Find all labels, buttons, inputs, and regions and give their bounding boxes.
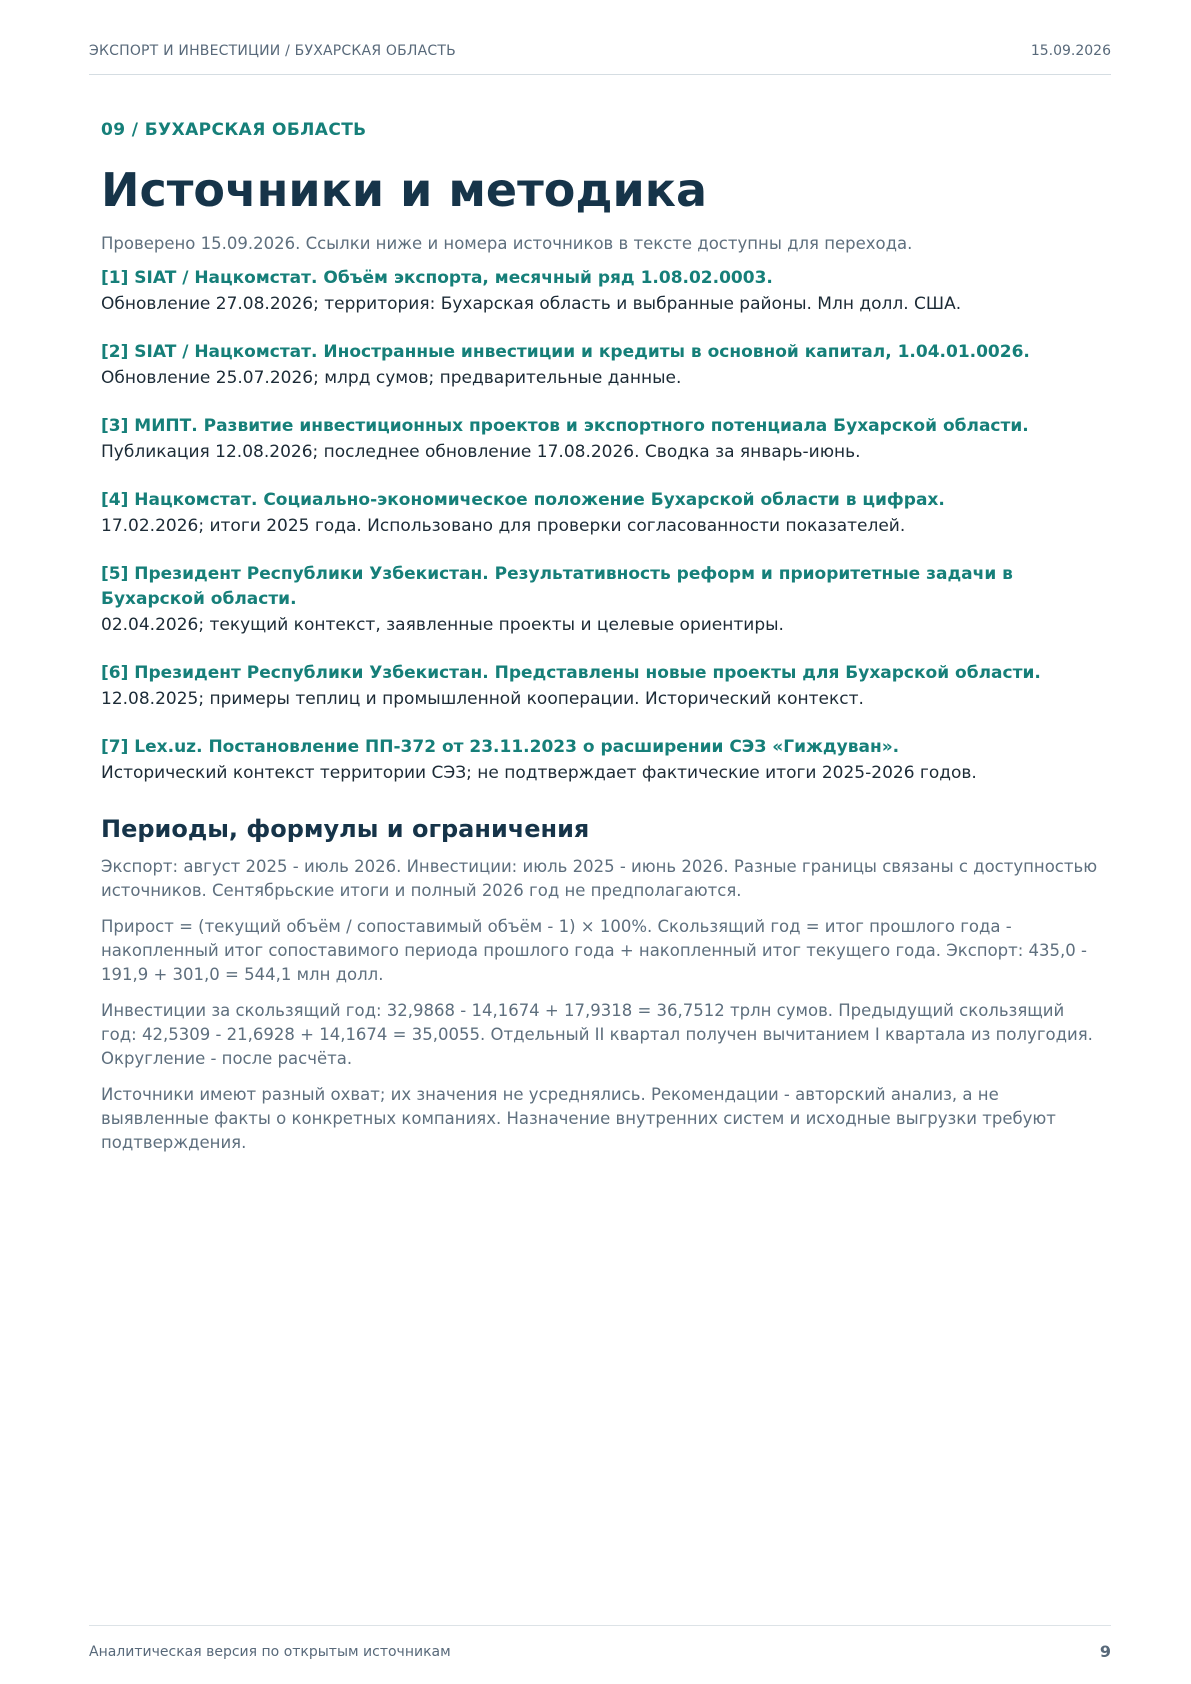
page-footer (89, 1625, 1111, 1666)
header-date: 15.09.2026 (1030, 43, 1111, 59)
reference-link[interactable]: [2] SIAT / Нацкомстат. Иностранные инвестиции и кредиты в основной капитал, 1.04.01.0026. (101, 342, 1030, 362)
reference-description: Исторический контекст территории СЭЗ; не подтверждает фактические итоги 2025-2026 годов. (101, 763, 977, 783)
methods-paragraph: Инвестиции за скользящий год: 32,9868 - 14,1674 + 17,9318 = 36,7512 трлн сумов. Предыдущий скользящий год: 42,5309 - 21,6928 + 14,1674 = 35,0055. Отдельный II квартал получен вычитанием I квартала из полугодия. Округление - после расчёта. (101, 1001, 1093, 1068)
reference-description: Обновление 25.07.2026; млрд сумов; предварительные данные. (101, 368, 682, 388)
reference-link[interactable]: [3] МИПТ. Развитие инвестиционных проектов и экспортного потенциала Бухарской области. (101, 416, 1029, 436)
reference-item (101, 414, 1101, 466)
reference-item (101, 661, 1101, 713)
reference-item (101, 562, 1101, 639)
methods-heading: Периоды, формулы и ограничения (101, 815, 590, 843)
reference-description: Публикация 12.08.2026; последнее обновление 17.08.2026. Сводка за январь-июнь. (101, 442, 861, 462)
reference-link[interactable]: [5] Президент Республики Узбекистан. Результативность реформ и приоритетные задачи в Бухарской области. (101, 564, 1013, 609)
checked-note: Проверено 15.09.2026. Ссылки ниже и номера источников в тексте доступны для перехода. (101, 234, 913, 253)
reference-item (101, 340, 1101, 392)
section-tag: 09 / БУХАРСКАЯ ОБЛАСТЬ (101, 120, 367, 140)
reference-link[interactable]: [6] Президент Республики Узбекистан. Представлены новые проекты для Бухарской области. (101, 663, 1041, 683)
methods-paragraph: Источники имеют разный охват; их значения не усреднялись. Рекомендации - авторский анализ, а не выявленные факты о конкретных компаниях. Назначение внутренних систем и исходные выгрузки требуют подтверждения. (101, 1085, 1056, 1152)
page-header (89, 43, 1111, 75)
reference-item (101, 488, 1101, 540)
footer-note: Аналитическая версия по открытым источникам (89, 1644, 451, 1660)
main-content (101, 120, 1101, 1155)
reference-link[interactable]: [1] SIAT / Нацкомстат. Объём экспорта, месячный ряд 1.08.02.0003. (101, 268, 773, 288)
page-number: 9 (1099, 1642, 1111, 1661)
reference-description: 02.04.2026; текущий контекст, заявленные проекты и целевые ориентиры. (101, 615, 784, 635)
reference-link[interactable]: [7] Lex.uz. Постановление ПП-372 от 23.11.2023 о расширении СЭЗ «Гиждуван». (101, 737, 900, 757)
reference-description: 17.02.2026; итоги 2025 года. Использовано для проверки согласованности показателей. (101, 516, 906, 536)
reference-item (101, 266, 1101, 318)
page-title: Источники и методика (101, 163, 708, 217)
reference-description: 12.08.2025; примеры теплиц и промышленной кооперации. Исторический контекст. (101, 689, 864, 709)
reference-item (101, 735, 1101, 787)
reference-link[interactable]: [4] Нацкомстат. Социально-экономическое положение Бухарской области в цифрах. (101, 490, 945, 510)
reference-description: Обновление 27.08.2026; территория: Бухарская область и выбранные районы. Млн долл. США. (101, 294, 962, 314)
references-list (101, 266, 1101, 787)
methods-paragraph: Экспорт: август 2025 - июль 2026. Инвестиции: июль 2025 - июнь 2026. Разные границы связаны с доступностью источников. Сентябрьские итоги и полный 2026 год не предполагаются. (101, 857, 1098, 900)
header-breadcrumb: ЭКСПОРТ И ИНВЕСТИЦИИ / БУХАРСКАЯ ОБЛАСТЬ (89, 43, 456, 59)
methods-paragraph: Прирост = (текущий объём / сопоставимый объём - 1) × 100%. Скользящий год = итог прошлого года - накопленный итог сопоставимого периода прошлого года + накопленный итог текущего года. Экспорт: 435,0 - 191,9 + 301,0 = 544,1 млн долл. (101, 917, 1087, 984)
